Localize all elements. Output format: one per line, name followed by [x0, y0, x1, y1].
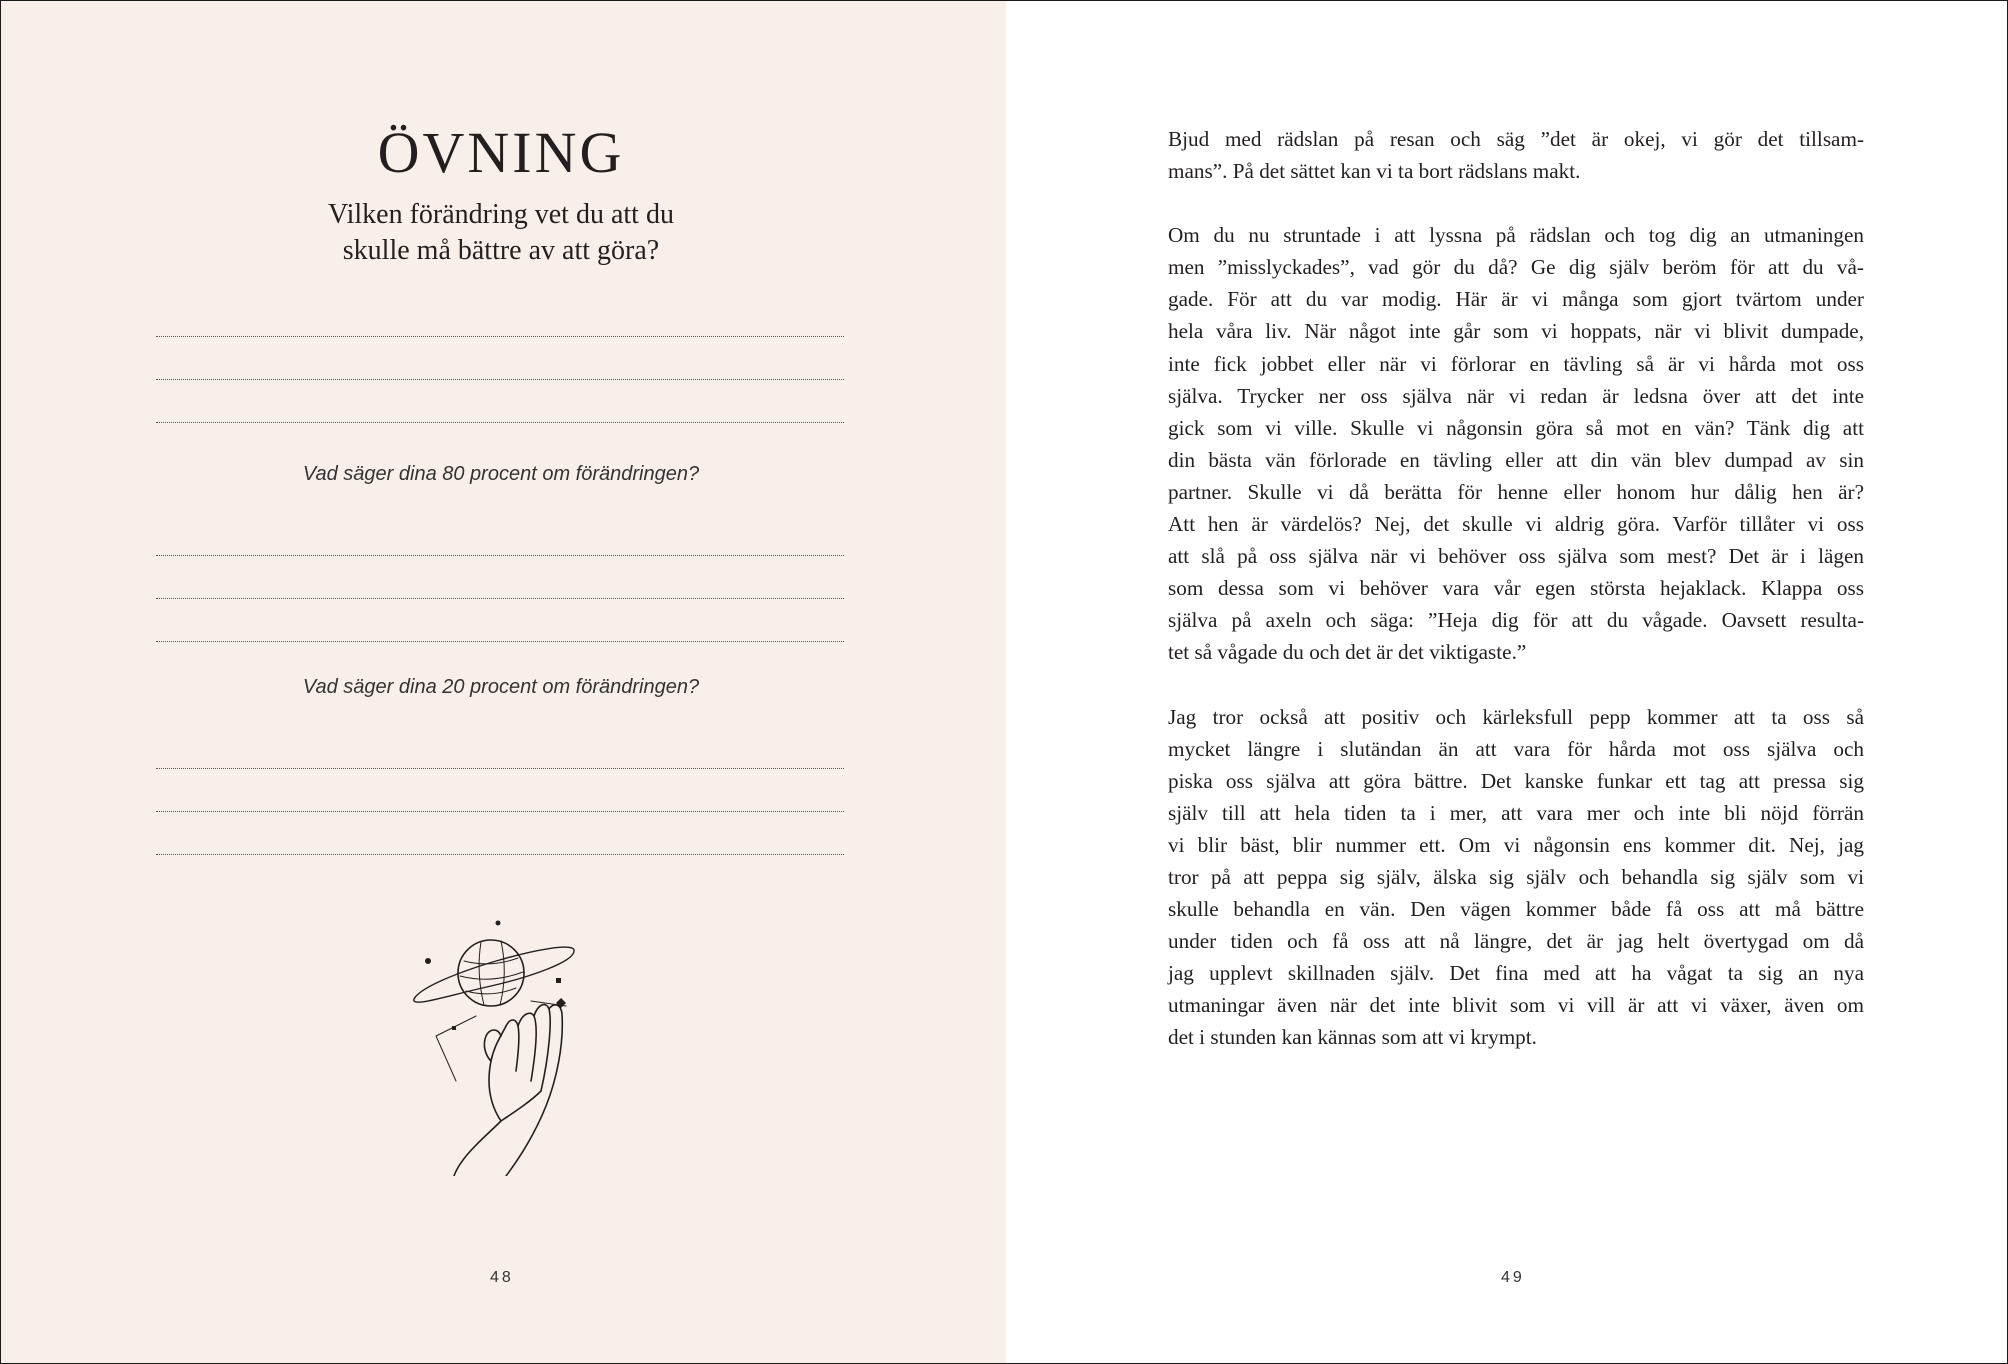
left-page [1, 1, 1006, 1363]
exercise-question [151, 197, 851, 269]
text-line: under tiden och få oss att nå längre, det är jag helt övertygad om då [1168, 929, 1864, 954]
text-line: partner. Skulle vi då berätta för henne eller honom hur dålig hen är? [1168, 479, 1864, 504]
question-line: Vilken förändring vet du att du [328, 199, 674, 230]
exercise-title: ÖVNING [377, 120, 625, 185]
page-number-left: 48 [490, 1269, 514, 1286]
text-line: gade. För att du var modig. Här är vi många som gjort tvärtom under [1168, 287, 1864, 312]
answer-line[interactable] [156, 768, 844, 769]
text-line: tet så vågade du och det är det viktigaste.” [1168, 640, 1527, 665]
paragraph [1168, 123, 1864, 187]
answer-line[interactable] [156, 811, 844, 812]
text-line: Bjud med rädslan på resan och säg ”det är okej, vi gör det tillsam- [1168, 127, 1864, 151]
text-line: gick som vi ville. Skulle vi någonsin göra så mot en vän? Tänk dig att [1168, 415, 1864, 440]
text-line: din bästa vän förlorade en tävling eller att din vän blev dumpad av sin [1168, 447, 1864, 472]
text-line: jag upplevt skillnaden själv. Det fina med att ha vågat ta sig an nya [1168, 961, 1864, 986]
paragraph [1168, 219, 1864, 668]
prompt-20-percent: Vad säger dina 20 procent om förändringen? [302, 676, 700, 698]
text-line: utmaningar även när det inte blivit som vi vill är att vi växer, även om [1168, 993, 1864, 1018]
prompt-80-percent: Vad säger dina 80 procent om förändringen? [302, 463, 700, 485]
answer-line[interactable] [156, 336, 844, 337]
text-line: tror på att peppa sig själv, älska sig själv och behandla sig själv som vi [1168, 864, 1864, 889]
text-line: själv till att hela tiden ta i mer, att vara mer och inte bli nöjd förrän [1168, 800, 1864, 825]
text-line: men ”misslyckades”, vad gör du då? Ge dig själv beröm för att du vå- [1168, 255, 1864, 280]
text-line: inte fick jobbet eller när vi förlorar en tävling så är vi hårda mot oss [1168, 351, 1864, 376]
text-line: det i stunden kan kännas som att vi krympt. [1168, 1025, 1537, 1050]
text-line: själva på axeln och säga: ”Heja dig för att du vågade. Oavsett resulta- [1168, 608, 1864, 633]
answer-line[interactable] [156, 641, 844, 642]
text-line: mycket längre i slutändan än att vara för hårda mot oss själva och [1168, 736, 1864, 761]
text-line: Att hen är värdelös? Nej, det skulle vi aldrig göra. Varför tillåter vi oss [1168, 512, 1864, 537]
text-line: piska oss själva att göra bättre. Det kanske funkar ett tag att pressa sig [1168, 768, 1864, 793]
body-text [1168, 123, 1864, 1086]
text-line: Om du nu struntade i att lyssna på rädslan och tog dig an utmaningen [1168, 223, 1864, 248]
text-line: som dessa som vi behöver vara vår egen största hejaklack. Klappa oss [1168, 576, 1864, 601]
text-line: hela våra liv. När något inte går som vi hoppats, när vi blivit dumpade, [1168, 319, 1864, 344]
answer-line[interactable] [156, 379, 844, 380]
question-line: skulle må bättre av att göra? [342, 235, 660, 266]
text-line: själva. Trycker ner oss själva när vi redan är ledsna över att det inte [1168, 383, 1864, 408]
page-number-right: 49 [1501, 1269, 1525, 1286]
answer-line[interactable] [156, 598, 844, 599]
text-line: skulle behandla en vän. Den vägen kommer både få oss att må bättre [1168, 897, 1864, 922]
text-line: att slå på oss själva när vi behöver oss själva som mest? Det är i lägen [1168, 544, 1864, 569]
text-line: mans”. På det sättet kan vi ta bort rädslans makt. [1168, 159, 1581, 184]
text-line: Jag tror också att positiv och kärleksfull pepp kommer att ta oss så [1168, 704, 1864, 729]
answer-line[interactable] [156, 854, 844, 855]
answer-line[interactable] [156, 555, 844, 556]
answer-line[interactable] [156, 422, 844, 423]
text-line: vi blir bäst, blir nummer ett. Om vi någonsin ens kommer dit. Nej, jag [1168, 832, 1864, 857]
right-page [1006, 1, 2007, 1363]
paragraph [1168, 701, 1864, 1054]
hand-holding-planet-icon [406, 906, 596, 1176]
